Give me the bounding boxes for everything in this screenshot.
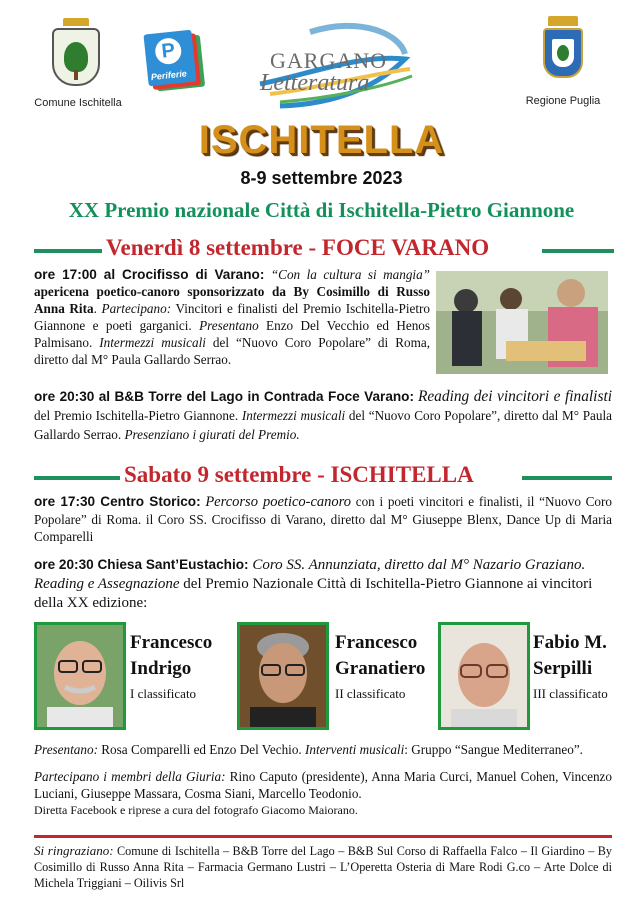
winner-2 bbox=[335, 630, 425, 702]
tree-icon bbox=[64, 42, 88, 72]
comune-caption: Comune Ischitella bbox=[34, 97, 122, 109]
footer-divider bbox=[34, 835, 612, 838]
presenters: Rosa Comparelli ed Enzo Del Vechio. bbox=[101, 742, 302, 757]
event-text: con i poeti vincitori e finalisti, il “Nuovo Coro Popolare” di Roma. il Coro SS. Crocifisso di Varano, diretto dal M° Giuseppe Blenx, Dance Up di Maria Comparelli bbox=[34, 494, 612, 544]
music-group: : Gruppo “Sangue Mediterraneo”. bbox=[404, 742, 583, 757]
event-title: Percorso poetico-canoro bbox=[205, 494, 352, 510]
friday-event-1: ore 17:00 al Crocifisso di Varano: “Con la cultura si mangia” apericena poetico-canoro sponsorizzato da By Cosimillo di Russo Anna Rita. Partecipano: Vincitori e finalisti del Premio Ischitella-Pietro Giannone e poeti garganici. Presentano Enzo Del Vecchio ed Henos Palmisano. Intermezzi musicali del “Nuovo Coro Popolare” di Roma, diretto dal M° Paula Gallardo Serrao. bbox=[34, 267, 431, 367]
portrait-icon bbox=[441, 625, 527, 727]
crowd-photo-icon bbox=[436, 271, 608, 374]
event-sponsor: apericena poetico-canoro sponsorizzato da By Cosimillo di Russo Anna Rita bbox=[34, 284, 430, 316]
label-ringraziano: Si ringraziano: bbox=[34, 843, 114, 858]
saturday-heading: Sabato 9 settembre - ISCHITELLA bbox=[124, 462, 474, 487]
saturday-event-1 bbox=[34, 493, 612, 545]
event-choir: Coro SS. Annunziata, diretto dal M° Nazario Graziano. bbox=[252, 557, 586, 573]
friday-heading: Venerdì 8 settembre - FOCE VARANO bbox=[106, 235, 490, 260]
thanks-section bbox=[34, 843, 612, 891]
winner-first-name: Francesco bbox=[335, 632, 418, 653]
event-text: del Premio Nazionale Città di Ischitella-Pietro Giannone ai vincitori della XX edizione: bbox=[34, 576, 593, 611]
event-reading: Reading dei vincitori e finalisti bbox=[417, 388, 612, 405]
saturday-event-2 bbox=[34, 555, 612, 613]
event-time: ore 17:00 al Crocifisso di Varano: bbox=[34, 267, 265, 282]
label-partecipano: Partecipano: bbox=[101, 301, 172, 316]
event-time: ore 20:30 Chiesa Sant’Eustachio: bbox=[34, 557, 249, 572]
main-title: ISCHITELLA bbox=[198, 118, 445, 162]
winner-place: III classificato bbox=[533, 686, 608, 701]
event-photo bbox=[436, 271, 608, 374]
winner-place: I classificato bbox=[130, 686, 197, 701]
gargano-title: GARGANO bbox=[270, 48, 387, 73]
regione-crest bbox=[543, 16, 583, 78]
friday-event-2 bbox=[34, 387, 612, 444]
comune-crest bbox=[52, 18, 100, 86]
periferie-logo bbox=[146, 32, 194, 84]
crown-icon bbox=[548, 16, 578, 26]
label-presentano: Presentano bbox=[199, 318, 259, 333]
thanks-list: Comune di Ischitella – B&B Torre del Lago – B&B Sul Corso di Raffaella Falco – Il Giardino – By Cosimillo di Russo Anna Rita – Farmacia Germano Lustri – L’Operetta Osteria di Mare Rodi G.co – Arte Dolce di Michela Triggiani – Oilivis Srl bbox=[34, 844, 612, 890]
winner-last-name: Serpilli bbox=[533, 658, 593, 679]
divider bbox=[542, 249, 614, 253]
winner-first-name: Fabio M. bbox=[533, 632, 607, 653]
jury-members: Rino Caputo (presidente), Anna Maria Curci, Manuel Cohen, Vincenzo Luciani, Giuseppe Massara, Cosma Siani, Marcello Teodonio. bbox=[34, 769, 613, 801]
event-participants: Vincitori e finalisti del Premio Ischitella-Pietro Giannone e poeti garganici. bbox=[34, 301, 430, 333]
label-presentano: Presentano: bbox=[34, 742, 98, 757]
winner-first-name: Francesco bbox=[130, 632, 213, 653]
event-text: del Premio Ischitella-Pietro Giannone. bbox=[34, 408, 239, 423]
crown-icon bbox=[63, 18, 89, 26]
winner-place: II classificato bbox=[335, 686, 406, 701]
winner-last-name: Indrigo bbox=[130, 658, 192, 679]
event-time: ore 20:30 al B&B Torre del Lago in Contrada Foce Varano: bbox=[34, 389, 415, 404]
event-music: del “Nuovo Coro Popolare”, diretto dal M° Paula Gallardo Serrao. bbox=[34, 408, 613, 442]
event-music: del “Nuovo Coro Popolare” di Roma, diretto dal M° Paula Gallardo Serrao. bbox=[34, 335, 430, 367]
winner-photo-1 bbox=[34, 622, 126, 730]
periferie-p-icon: P bbox=[154, 37, 183, 66]
winner-1 bbox=[130, 630, 212, 702]
label-intermezzi: Intermezzi musicali bbox=[241, 408, 346, 423]
portrait-icon bbox=[240, 625, 326, 727]
tree-icon bbox=[557, 45, 569, 61]
event-jury: Presenziano i giurati del Premio. bbox=[124, 427, 300, 442]
winner-photo-2 bbox=[237, 622, 329, 730]
jury-line bbox=[34, 768, 612, 802]
divider bbox=[522, 476, 612, 480]
label-interventi: Interventi musicali bbox=[305, 742, 405, 757]
regione-caption: Regione Puglia bbox=[525, 95, 601, 107]
comune-crest-icon bbox=[52, 28, 100, 86]
diretta-line: Diretta Facebook e riprese a cura del fotografo Giacomo Maiorano. bbox=[34, 803, 358, 817]
letteratura-title: Letteratura bbox=[260, 70, 370, 96]
winner-3 bbox=[533, 630, 608, 702]
periferie-label: Periferie bbox=[150, 68, 188, 83]
presenters-line bbox=[34, 741, 624, 758]
event-title: “Con la cultura si mangia” bbox=[270, 267, 431, 282]
premio-title: XX Premio nazionale Città di Ischitella-Pietro Giannone bbox=[68, 198, 575, 222]
label-intermezzi: Intermezzi musicali bbox=[99, 335, 206, 350]
winner-photo-3 bbox=[438, 622, 530, 730]
event-dates: 8-9 settembre 2023 bbox=[240, 168, 403, 188]
portrait-icon bbox=[37, 625, 123, 727]
divider bbox=[34, 476, 120, 480]
event-presenters: Enzo Del Vecchio ed Henos Palmisano. bbox=[34, 318, 431, 350]
gargano-letteratura-logo bbox=[240, 14, 420, 114]
label-giuria: Partecipano i membri della Giuria: bbox=[34, 769, 226, 784]
divider bbox=[34, 249, 102, 253]
puglia-crest-icon bbox=[543, 28, 583, 78]
event-reading: Reading e Assegnazione bbox=[34, 576, 180, 592]
event-time: ore 17:30 Centro Storico: bbox=[34, 494, 201, 509]
winner-last-name: Granatiero bbox=[335, 658, 426, 679]
